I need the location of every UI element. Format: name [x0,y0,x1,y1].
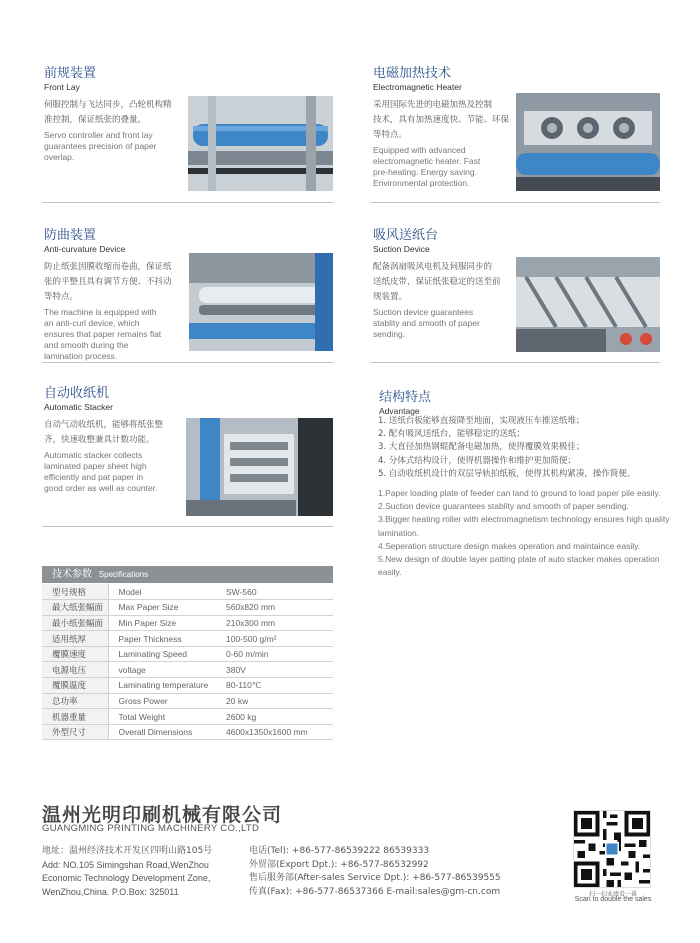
feature-title-en: Electromagnetic Heater [373,82,462,92]
spec-label-en: Min Paper Size [108,615,222,631]
advantage-heading [379,386,431,416]
spec-label-en: Overall Dimensions [108,724,222,740]
automatic-stacker-photo [186,418,333,516]
spec-row [42,631,333,647]
suction-device-photo [516,257,660,352]
company-address: 地址：温州经济技术开发区四明山路105号 Add: NO.105 Simingshan Road,WenZhou Economic Technology Development Zone, WenZhou,China. P.O.Box: 325011 [42,846,213,897]
feature-desc-en: The machine is equipped with an anti-curl device, which ensures that paper remains flat and smooth during the lamination process. [44,307,162,361]
qr-caption-en: Scan to double the sales [574,896,652,903]
spec-label-en: Paper Thickness [108,631,222,647]
advantage-item-en: 4.Seperation structure design makes operation and maintaince easily. [378,540,641,551]
advantage-title-en: Advantage [379,406,420,416]
specifications-title-cn: 技术参数 [52,569,92,580]
spec-row [42,615,333,631]
spec-value: 80-110℃ [222,678,333,694]
spec-label-cn: 覆膜温度 [42,678,108,694]
advantage-item-en: 1.Paper loading plate of feeder can land to ground to load paper pile easily. [378,488,661,499]
company-name-en: GUANGMING PRINTING MACHINERY CO.,LTD [42,823,260,834]
spec-label-cn: 最小纸张幅面 [42,615,108,631]
spec-value: 380V [222,662,333,678]
feature-electromagnetic-heater [373,62,523,189]
spec-label-cn: 外型尺寸 [42,724,108,740]
feature-title-cn: 前规装置 [44,66,97,81]
company-name-cn: 温州光明印刷机械有限公司 [42,804,283,826]
company-contacts: 电话(Tel): +86-577-86539222 86539333 外贸部(Export Dpt.): +86-577-86532992 售后服务部(After-sales Service Dpt.): +86-577-86539555 传真(Fax): +86-577-86537366 E-mail:sales@gm-cn.com [249,846,501,897]
advantage-item-en: 2.Suction device guarantees stablity and smooth of paper sending. [378,501,629,512]
divider [371,362,660,363]
feature-desc-en: Automatic stacker collects laminated paper sheet high efficiently and pat paper in good order as well as counter. [44,450,158,493]
advantage-item-cn: 4. 分体式结构设计，使得机器操作和维护更加简便； [378,455,576,466]
specifications-header [42,566,333,583]
spec-label-cn: 型号规格 [42,584,108,600]
divider [42,362,333,363]
feature-desc-cn: 采用国际先进的电磁加热及控制 技术，具有加热速度快、节能、环保 等特点。 [373,100,510,140]
feature-title-cn: 防曲装置 [44,228,97,243]
advantage-item-en: 3.Bigger heating roller with electromagnetism technology ensures high quality lamination. [378,514,670,538]
anti-curvature-photo [189,253,333,351]
spec-value: 100-500 g/m² [222,631,333,647]
feature-front-lay [44,62,184,163]
feature-desc-en: Servo controller and front lay guarantees precision of paper overlap. [44,130,157,162]
feature-title-en: Anti-curvature Device [44,244,126,254]
spec-row [42,678,333,694]
feature-title-cn: 电磁加热技术 [373,66,452,81]
feature-title-en: Suction Device [373,244,430,254]
feature-suction-device [373,224,518,340]
qr-code [573,810,651,888]
spec-row [42,584,333,600]
spec-label-cn: 总功率 [42,693,108,709]
advantage-item-cn: 1. 送纸台板能够直接降至地面，实现液压车推送纸堆； [378,416,585,426]
qr-caption-cn: 扫一扫业绩看一番 [588,891,637,898]
divider [371,202,660,203]
spec-label-cn: 最大纸张幅面 [42,600,108,616]
feature-desc-cn: 配备涡扇吸风电机及伺服同步的 送纸皮带，保证纸张稳定的送至前 规装置。 [373,262,501,302]
divider [42,526,333,527]
feature-title-en: Front Lay [44,82,80,92]
front-lay-photo [188,96,333,191]
spec-label-en: Total Weight [108,709,222,725]
advantage-item-cn: 3. 大直径加热钢辊配备电磁加热，使得覆膜效果极佳； [378,442,585,453]
spec-label-cn: 机器重量 [42,709,108,725]
feature-desc-cn: 防止纸张因膜收缩而卷曲，保证纸 张的平整且具有调节方便、不抖动 等特点。 [44,262,172,302]
spec-row [42,724,333,740]
advantage-item-cn: 2. 配有吸风送纸台，能够稳定的送纸； [378,429,525,440]
spec-label-cn: 覆膜速度 [42,646,108,662]
spec-label-cn: 适用纸厚 [42,631,108,647]
feature-title-cn: 吸风送纸台 [373,228,439,243]
feature-anti-curvature [44,224,184,362]
feature-desc-en: Equipped with advanced electromagnetic heater. Fast pre-heating. Energy saving. Environmental protection. [373,145,481,188]
spec-value: 20 kw [222,693,333,709]
feature-desc-cn: 伺服控制与飞达同步，凸轮机构精 准控制，保证纸张的叠量。 [44,100,172,125]
spec-label-en: Laminating temperature [108,678,222,694]
spec-value: 210x300 mm [222,615,333,631]
feature-title-en: Automatic Stacker [44,402,113,412]
divider [42,202,333,203]
feature-automatic-stacker [44,382,189,494]
feature-title-cn: 自动收纸机 [44,386,110,401]
spec-value: 560x820 mm [222,600,333,616]
spec-row [42,662,333,678]
specifications-title-en: Specifications [98,570,149,579]
spec-row [42,709,333,725]
advantage-list [378,415,678,579]
spec-label-en: voltage [108,662,222,678]
advantage-item-en: 5.New design of double layer patting plate of auto stacker makes operation easily. [378,554,660,578]
spec-row [42,693,333,709]
specifications-table [42,584,333,740]
advantage-title-cn: 结构特点 [379,390,432,405]
spec-value: 2600 kg [222,709,333,725]
spec-label-en: Model [108,584,222,600]
spec-label-en: Laminating Speed [108,646,222,662]
spec-row [42,646,333,662]
spec-value: 0-60 m/min [222,646,333,662]
spec-label-en: Gross Power [108,693,222,709]
advantage-item-cn: 5. 自动收纸机设计的双层导轨拍纸板，使得其机构紧凑，操作简便。 [378,468,636,479]
feature-desc-en: Suction device guarantees stablity and smooth of paper sending. [373,307,480,339]
spec-value: SW-560 [222,584,333,600]
spec-label-en: Max Paper Size [108,600,222,616]
spec-row [42,600,333,616]
feature-desc-cn: 自动气动收纸机，能够将纸张整 齐，快速收整兼具计数功能。 [44,420,164,445]
spec-value: 4600x1350x1600 mm [222,724,333,740]
spec-label-cn: 电源电压 [42,662,108,678]
electromagnetic-heater-photo [516,93,660,191]
